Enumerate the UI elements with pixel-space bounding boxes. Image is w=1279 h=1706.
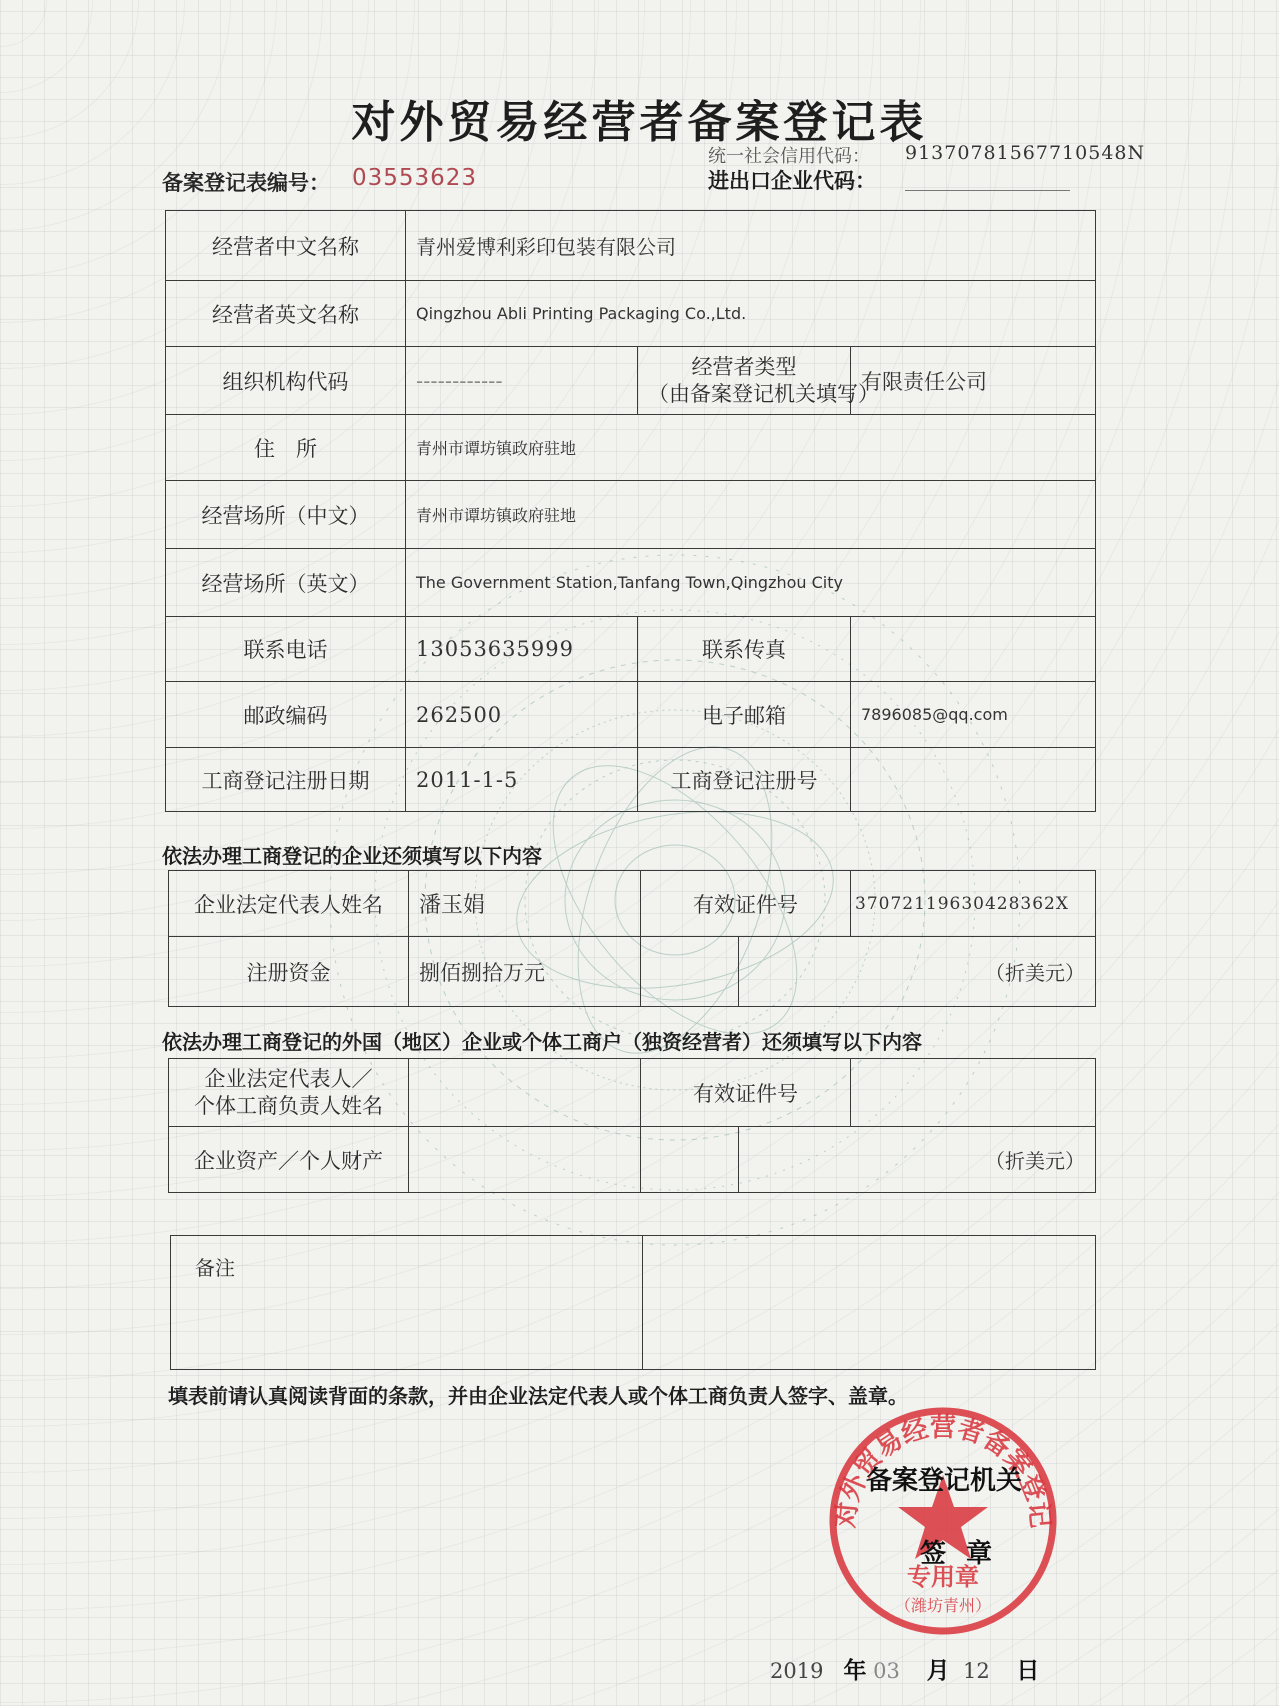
stamp-bottom-text: （潍坊青州） xyxy=(894,1596,992,1615)
foreign-rep-label xyxy=(169,1059,409,1127)
foreign-rep-label-line2: 个体工商负责人姓名 xyxy=(194,1093,383,1118)
capital-label: 注册资金 xyxy=(169,937,409,1007)
email-value: 7896085@qq.com xyxy=(851,682,1096,748)
id-number-value: 37072119630428362X xyxy=(851,871,1096,937)
operator-type-label-line2: （由备案登记机关填写） xyxy=(648,381,879,406)
stamp-center-text: 专用章 xyxy=(907,1562,979,1591)
assets-label: 企业资产／个人财产 xyxy=(169,1127,409,1193)
premises-en-value: The Government Station,Tanfang Town,Qingzhou City xyxy=(406,549,1096,617)
reg-no-label: 工商登记注册号 xyxy=(638,748,851,812)
section2-table xyxy=(168,1058,1096,1193)
premises-en-label: 经营场所（英文） xyxy=(166,549,406,617)
legal-rep-value: 潘玉娟 xyxy=(409,871,641,937)
premises-cn-label: 经营场所（中文） xyxy=(166,481,406,549)
email-label: 电子邮箱 xyxy=(638,682,851,748)
foreign-rep-value xyxy=(409,1059,641,1127)
name-cn-value: 青州爱博利彩印包装有限公司 xyxy=(406,211,1096,281)
operator-type-label xyxy=(638,347,879,415)
legal-rep-label: 企业法定代表人姓名 xyxy=(169,871,409,937)
foreign-id-value xyxy=(851,1059,1096,1127)
uscc-label: 统一社会信用代码： xyxy=(708,146,870,167)
reg-date-label: 工商登记注册日期 xyxy=(166,748,406,812)
remarks-table xyxy=(170,1235,1096,1370)
operator-type-value: 有限责任公司 xyxy=(851,347,1096,415)
date-year: 2019 xyxy=(770,1659,824,1683)
date-day: 12 xyxy=(962,1659,990,1683)
seal-label: 签章 xyxy=(920,1539,1013,1569)
capital-value: 捌佰捌拾万元 xyxy=(409,937,641,1007)
premises-cn-value: 青州市谭坊镇政府驻地 xyxy=(406,481,1096,549)
remarks-label: 备注 xyxy=(171,1236,643,1370)
date-year-unit: 年 xyxy=(843,1658,867,1684)
record-number-label: 备案登记表编号： xyxy=(162,171,330,195)
assets-unit: （折美元） xyxy=(739,1127,1096,1193)
date-month-unit: 月 xyxy=(926,1658,950,1684)
ie-code-blank-line xyxy=(905,190,1070,191)
assets-value xyxy=(409,1127,641,1193)
id-number-label: 有效证件号 xyxy=(641,871,851,937)
postcode-label: 邮政编码 xyxy=(166,682,406,748)
operator-type-label-line1: 经营者类型 xyxy=(691,354,797,379)
section2-heading: 依法办理工商登记的外国（地区）企业或个体工商户（独资经营者）还须填写以下内容 xyxy=(162,1030,922,1054)
capital-blank xyxy=(641,937,739,1007)
address-value: 青州市谭坊镇政府驻地 xyxy=(406,415,1096,481)
org-code-value: ------------ xyxy=(406,347,638,415)
foreign-rep-label-line1: 企业法定代表人／ xyxy=(204,1066,373,1091)
form-title: 对外贸易经营者备案登记表 xyxy=(351,97,928,148)
reg-date-value: 2011-1-5 xyxy=(406,748,638,812)
org-code-label: 组织机构代码 xyxy=(166,347,406,415)
main-info-table xyxy=(165,210,1096,812)
name-cn-label: 经营者中文名称 xyxy=(166,211,406,281)
remarks-value xyxy=(643,1236,1096,1370)
name-en-value: Qingzhou Abli Printing Packaging Co.,Ltd. xyxy=(406,281,1096,347)
capital-unit: （折美元） xyxy=(739,937,1096,1007)
reg-no-value xyxy=(851,748,1096,812)
section1-heading: 依法办理工商登记的企业还须填写以下内容 xyxy=(162,844,542,868)
ie-code-label: 进出口企业代码： xyxy=(708,169,876,193)
uscc-value: 91370781567710548N xyxy=(905,142,1146,164)
record-number-value: 03553623 xyxy=(352,165,478,191)
date-day-unit: 日 xyxy=(1016,1658,1040,1684)
date-month: 03 xyxy=(873,1659,900,1683)
date-line xyxy=(770,1652,1039,1685)
name-en-label: 经营者英文名称 xyxy=(166,281,406,347)
signing-notice: 填表前请认真阅读背面的条款，并由企业法定代表人或个体工商负责人签字、盖章。 xyxy=(168,1384,908,1408)
fax-label: 联系传真 xyxy=(638,617,851,682)
phone-value: 13053635999 xyxy=(406,617,638,682)
fax-value xyxy=(851,617,1096,682)
address-label: 住 所 xyxy=(166,415,406,481)
section1-table xyxy=(168,870,1096,1007)
postcode-value: 262500 xyxy=(406,682,638,748)
authority-label: 备案登记机关 xyxy=(866,1466,1023,1496)
official-red-stamp xyxy=(818,1403,1068,1638)
foreign-id-label: 有效证件号 xyxy=(641,1059,851,1127)
phone-label: 联系电话 xyxy=(166,617,406,682)
stamp-ring-text: 对外贸易经营者备案登记 xyxy=(831,1412,1055,1530)
assets-blank xyxy=(641,1127,739,1193)
